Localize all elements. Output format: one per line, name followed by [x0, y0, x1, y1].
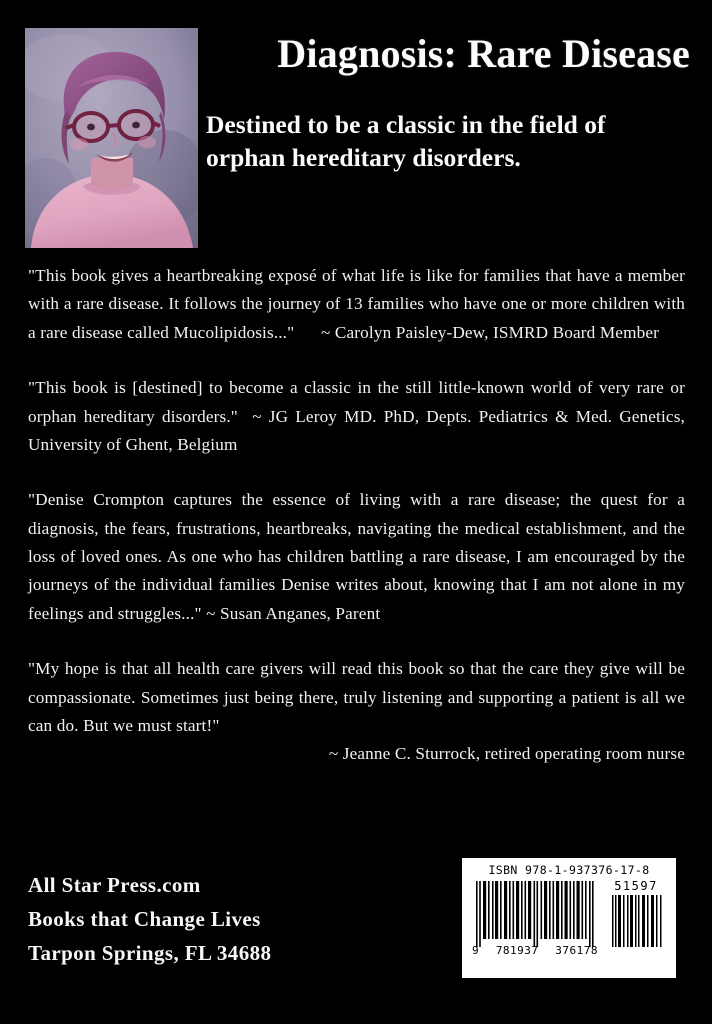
blurb-attribution-1: ~ Carolyn Paisley-Dew, ISMRD Board Member	[321, 322, 659, 342]
page-subtitle: Destined to be a classic in the field of orphan hereditary disorders.	[206, 110, 606, 173]
ean-digits-mid: 781937	[495, 943, 539, 957]
blurb-attribution-3: ~ Susan Anganes, Parent	[206, 603, 381, 623]
isbn-label: ISBN 978-1-937376-17-8	[488, 863, 650, 877]
blurb-text-1: "This book gives a heartbreaking exposé of what life is like for families that have a member with a rare disease. It follows the journey of 13 families who have one or more children with a rare disease called Mucolipidosis..."	[28, 266, 685, 342]
ean13-barcode-graphic	[476, 881, 594, 947]
blurb-list	[28, 262, 685, 769]
portrait-illustration	[25, 28, 198, 248]
ean-digits-row	[472, 944, 598, 957]
price-code-label: 51597	[614, 878, 658, 893]
page-title: Diagnosis: Rare Disease	[277, 31, 690, 76]
title-block	[206, 32, 690, 174]
blurb-quote-3	[28, 486, 685, 628]
barcode-bars-row	[470, 878, 668, 957]
blurb-text-3: "Denise Crompton captures the essence of living with a rare disease; the quest for a diagnosis, the fears, frustrations, heartbreaks, navigating the medical establishment, and the loss of loved ones. As one who has children battling a rare disease, I am encouraged by the journeys of the individual families Denise writes about, knowing that I am not alone in my feelings and struggles..."	[28, 490, 685, 623]
blurb-attribution-2: ~ JG Leroy MD. PhD, Depts. Pediatrics & Med. Genetics, University of Ghent, Belgium	[28, 406, 685, 454]
ean-digit-first: 9	[472, 943, 480, 957]
blurb-quote-2	[28, 374, 685, 459]
blurb-text-2: "This book is [destined] to become a classic in the still little-known world of very rare or orphan hereditary disorders."	[28, 378, 685, 426]
publisher-block	[28, 868, 388, 970]
publisher-line-address: Tarpon Springs, FL 34688	[28, 941, 272, 966]
child-portrait-photo	[25, 28, 198, 248]
ean-digits-right: 376178	[555, 943, 598, 957]
isbn-barcode	[462, 858, 676, 978]
blurb-text-4: "My hope is that all health care givers will read this book so that the care they give will be compassionate. Sometimes just being there, truly listening and supporting a patient is all we can do. But we must start!"	[28, 659, 685, 735]
publisher-line-tagline: Books that Change Lives	[28, 907, 261, 932]
blurb-quote-4	[28, 655, 685, 769]
blurb-quote-1	[28, 262, 685, 347]
publisher-line-website: All Star Press.com	[28, 873, 201, 897]
ean5-addon-barcode-graphic	[612, 895, 664, 947]
blurb-attribution-4: ~ Jeanne C. Sturrock, retired operating room nurse	[328, 744, 685, 764]
